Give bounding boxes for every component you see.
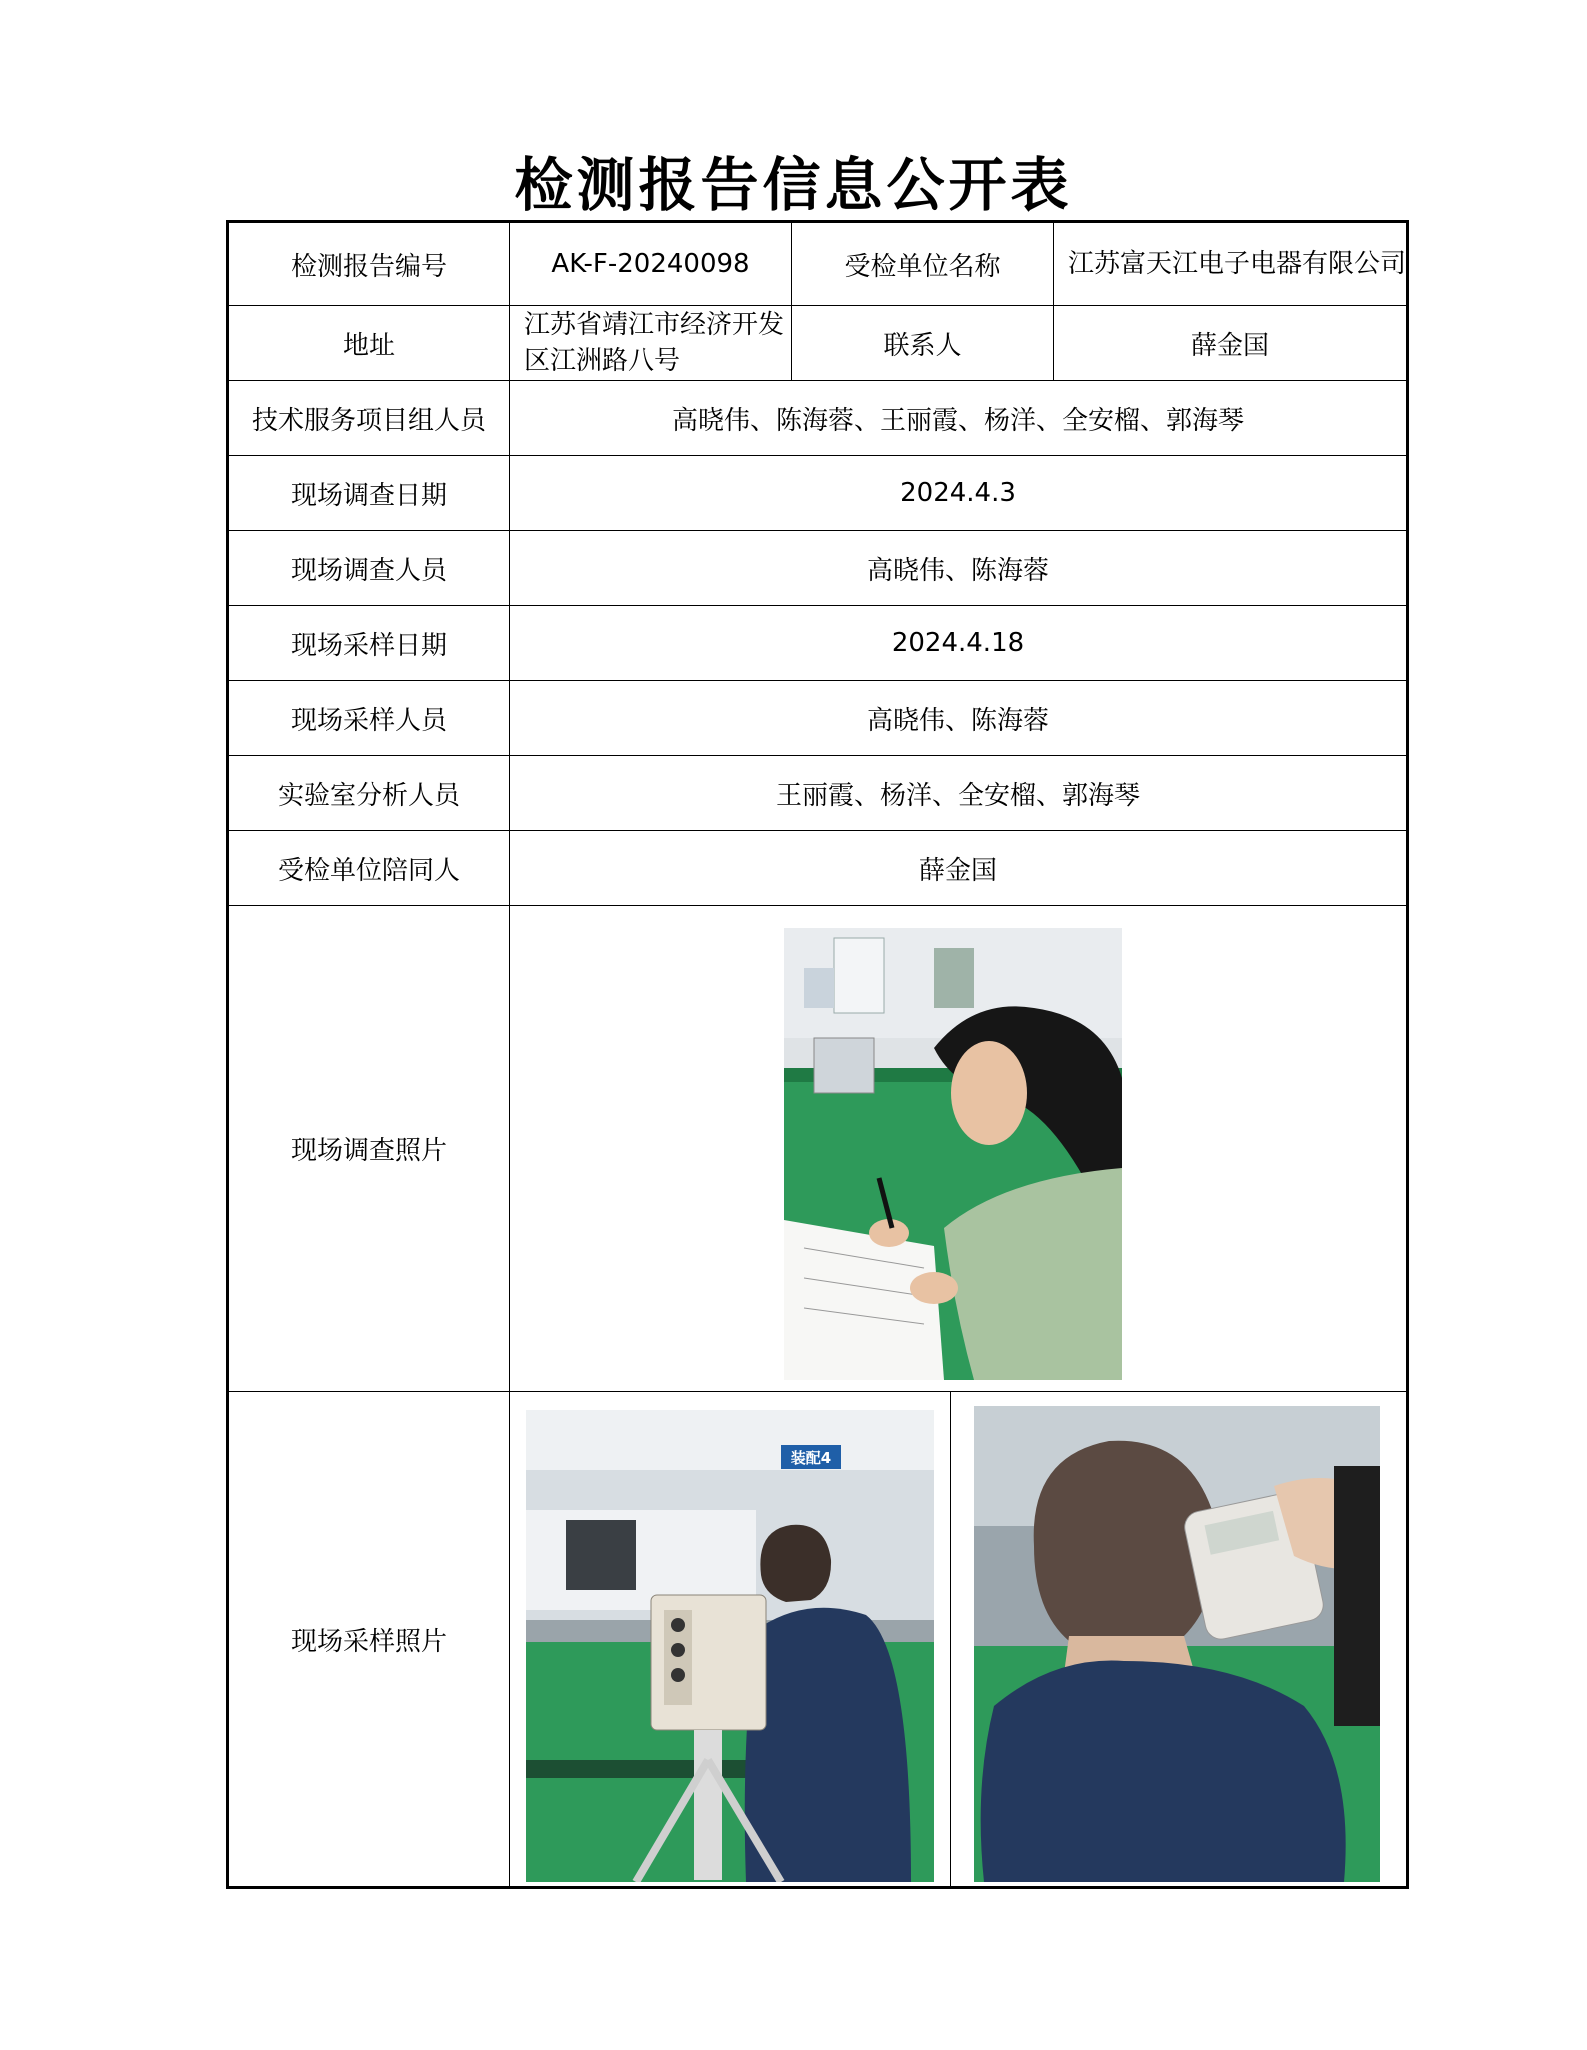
- survey-photo: [784, 928, 1122, 1380]
- unit-name-value: 江苏富天江电子电器有限公司: [1054, 222, 1408, 306]
- survey-staff-value: 高晓伟、陈海蓉: [510, 531, 1408, 606]
- page-title: 检测报告信息公开表: [514, 151, 1073, 219]
- survey-date-value: 2024.4.3: [510, 456, 1408, 531]
- unit-name-label: 受检单位名称: [792, 222, 1054, 306]
- sampling-photo-right-image: [974, 1406, 1380, 1882]
- sampling-station-sign: 装配4: [790, 1449, 832, 1467]
- sampling-date-label: 现场采样日期: [228, 606, 510, 681]
- sampling-photo-left: [526, 1410, 934, 1882]
- report-no-label: 检测报告编号: [228, 222, 510, 306]
- survey-date-label: 现场调查日期: [228, 456, 510, 531]
- team-label: 技术服务项目组人员: [228, 381, 510, 456]
- team-value: 高晓伟、陈海蓉、王丽霞、杨洋、全安榴、郭海琴: [510, 381, 1408, 456]
- address-label: 地址: [228, 306, 510, 381]
- sampling-photo-left-image: [526, 1410, 934, 1882]
- sampling-staff-label: 现场采样人员: [228, 681, 510, 756]
- escort-value: 薛金国: [510, 831, 1408, 906]
- lab-staff-value: 王丽霞、杨洋、全安榴、郭海琴: [510, 756, 1408, 831]
- sampling-photo-right: [974, 1406, 1380, 1882]
- contact-label: 联系人: [792, 306, 1054, 381]
- report-table: [226, 220, 1409, 1889]
- address-value: 江苏省靖江市经济开发区江洲路八号: [510, 306, 792, 381]
- photo-divider: [950, 1392, 951, 1886]
- survey-photo-cell: [510, 906, 1408, 1392]
- survey-photo-image: [784, 928, 1122, 1380]
- survey-photo-label: 现场调查照片: [228, 906, 510, 1392]
- sampling-staff-value: 高晓伟、陈海蓉: [510, 681, 1408, 756]
- report-no-value: AK-F-20240098: [510, 222, 792, 306]
- survey-staff-label: 现场调查人员: [228, 531, 510, 606]
- sampling-photo-cell: [510, 1392, 1408, 1888]
- sampling-photo-label: 现场采样照片: [228, 1392, 510, 1888]
- lab-staff-label: 实验室分析人员: [228, 756, 510, 831]
- sampling-date-value: 2024.4.18: [510, 606, 1408, 681]
- contact-value: 薛金国: [1054, 306, 1408, 381]
- escort-label: 受检单位陪同人: [228, 831, 510, 906]
